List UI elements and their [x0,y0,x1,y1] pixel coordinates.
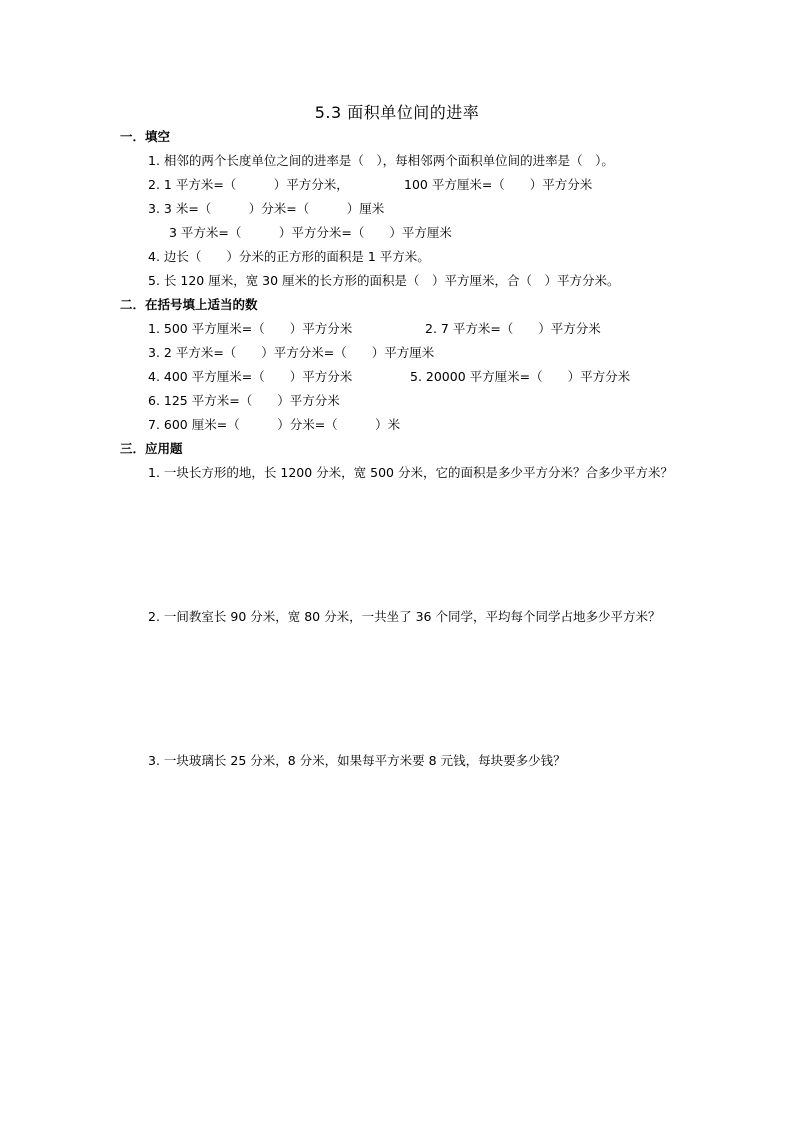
word-problem-2: 2. 一间教室长 90 分米，宽 80 分米，一共坐了 36 个同学，平均每个同学占地多少平方米？ [148,609,661,624]
fill-question-3b: 3 平方米=（ ）平方分米=（ ）平方厘米 [169,225,452,240]
fill-question-3a: 3. 3 米=（ ）分米=（ ）厘米 [148,201,385,216]
section-3-heading: 三．应用题 [120,441,183,456]
word-problem-1: 1. 一块长方形的地，长 1200 分米，宽 500 分米，它的面积是多少平方分米？合多少平方米？ [148,465,673,480]
fill-question-5: 5. 长 120 厘米，宽 30 厘米的长方形的面积是（ ）平方厘米，合（ ）平方分米。 [148,273,620,288]
bracket-question-5: 5. 20000 平方厘米=（ ）平方分米 [410,369,631,384]
bracket-question-2: 2. 7 平方米=（ ）平方分米 [425,321,601,336]
fill-question-4: 4. 边长（ ）分米的正方形的面积是 1 平方米。 [148,249,430,264]
bracket-question-3: 3. 2 平方米=（ ）平方分米=（ ）平方厘米 [148,345,435,360]
fill-question-2a: 2. 1 平方米=（ ）平方分米， [148,177,349,192]
bracket-question-1: 1. 500 平方厘米=（ ）平方分米 [148,321,353,336]
word-problem-3: 3. 一块玻璃长 25 分米，8 分米，如果每平方米要 8 元钱，每块要多少钱？ [148,753,566,768]
bracket-question-4: 4. 400 平方厘米=（ ）平方分米 [148,369,353,384]
section-1-heading: 一．填空 [120,129,171,144]
page-title: 5.3 面积单位间的进率 [314,103,480,122]
fill-question-2b: 100 平方厘米=（ ）平方分米 [404,177,593,192]
bracket-question-6: 6. 125 平方米=（ ）平方分米 [148,393,340,408]
section-2-heading: 二．在括号填上适当的数 [120,297,258,312]
fill-question-1: 1. 相邻的两个长度单位之间的进率是（ ），每相邻两个面积单位间的进率是（ ）。 [148,153,614,168]
bracket-question-7: 7. 600 厘米=（ ）分米=（ ）米 [148,417,401,432]
